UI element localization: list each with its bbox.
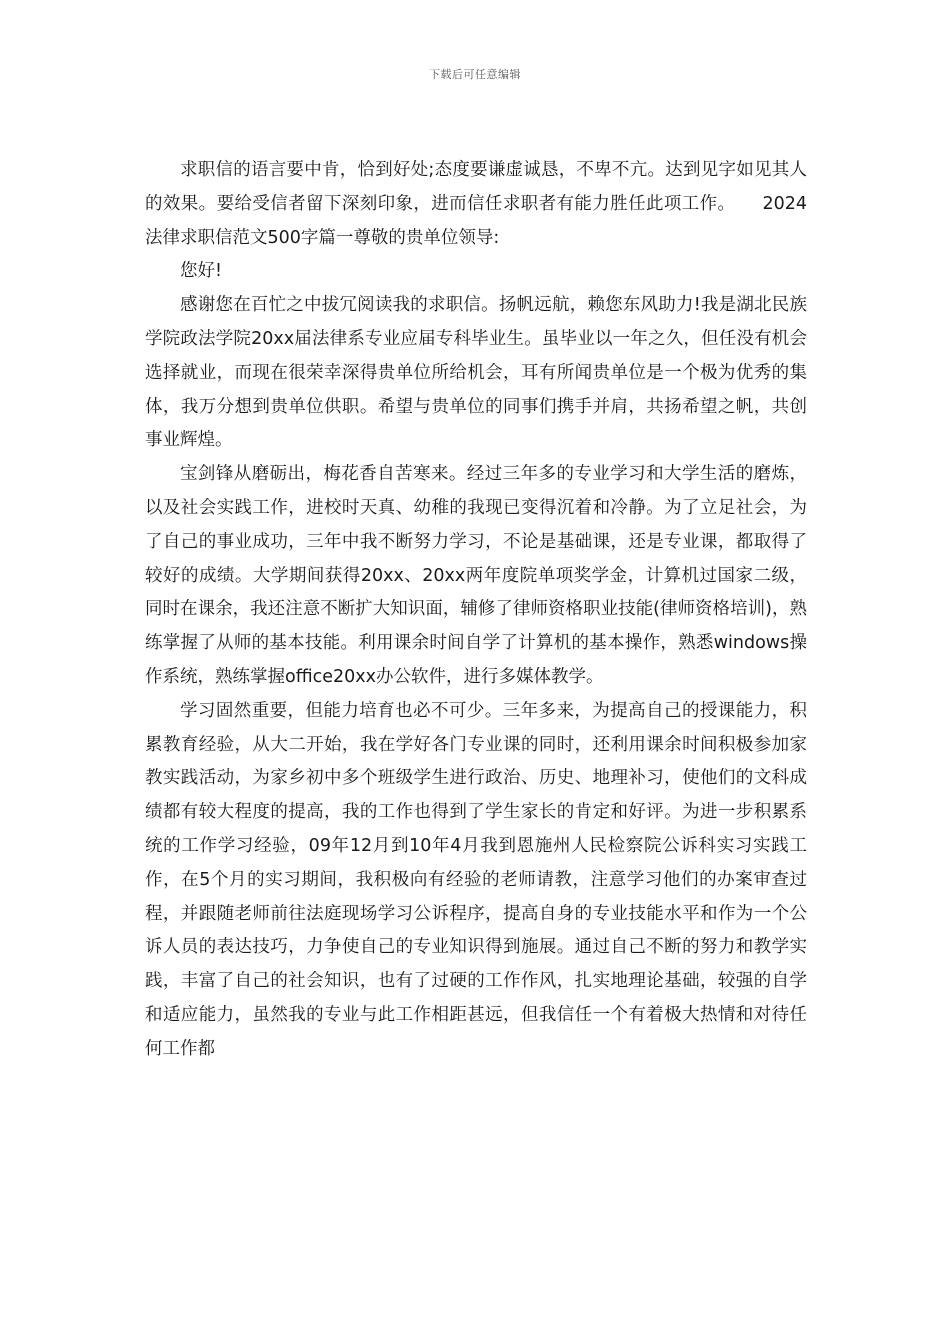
paragraph-greeting: 您好! xyxy=(180,261,223,282)
paragraph-thanks: 感谢您在百忙之中拔冗阅读我的求职信。扬帆远航，赖您东风助力!我是湖北民族学院政法学院20xx届法律系专业应届专科毕业生。虽毕业以一年之久，但任没有机会选择就业，而现在很荣幸深得贵单位所给机会，耳有所闻贵单位是一个极为优秀的集体，我万分想到贵单位供职。希望与贵单位的同事们携手并肩，共扬希望之帆，共创事业辉煌。 xyxy=(145,295,807,451)
page-header: 下载后可任意编辑 xyxy=(429,68,521,81)
document-body xyxy=(145,154,807,1067)
paragraph-study: 宝剑锋从磨砺出，梅花香自苦寒来。经过三年多的专业学习和大学生活的磨炼，以及社会实践工作，进校时天真、幼稚的我现已变得沉着和冷静。为了立足社会，为了自己的事业成功，三年中我不断努力学习，不论是基础课，还是专业课，都取得了较好的成绩。大学期间获得20xx、20xx两年度院单项奖学金，计算机过国家二级，同时在课余，我还注意不断扩大知识面，辅修了律师资格职业技能(律师资格培训)，熟练掌握了从师的基本技能。利用课余时间自学了计算机的基本操作，熟悉windows操作系统，熟练掌握office20xx办公软件，进行多媒体教学。 xyxy=(145,464,807,687)
paragraph-intro: 求职信的语言要中肯，恰到好处;态度要谦虚诚恳，不卑不亢。达到见字如见其人的效果。要给受信者留下深刻印象，进而信任求职者有能力胜任此项工作。 2024法律求职信范文500字篇一尊敬的贵单位领导: xyxy=(145,160,807,248)
paragraph-ability: 学习固然重要，但能力培育也必不可少。三年多来，为提高自己的授课能力，积累教育经验，从大二开始，我在学好各门专业课的同时，还利用课余时间积极参加家教实践活动，为家乡初中多个班级学生进行政治、历史、地理补习，使他们的文科成绩都有较大程度的提高，我的工作也得到了学生家长的肯定和好评。为进一步积累系统的工作学习经验，09年12月到10年4月我到恩施州人民检察院公诉科实习实践工作，在5个月的实习期间，我积极向有经验的老师请教，注意学习他们的办案审查过程，并跟随老师前往法庭现场学习公诉程序，提高自身的专业技能水平和作为一个公诉人员的表达技巧，力争使自己的专业知识得到施展。通过自己不断的努力和教学实践，丰富了自己的社会知识，也有了过硬的工作作风，扎实地理论基础，较强的自学和适应能力，虽然我的专业与此工作相距甚远，但我信任一个有着极大热情和对待任何工作都 xyxy=(145,700,807,1059)
